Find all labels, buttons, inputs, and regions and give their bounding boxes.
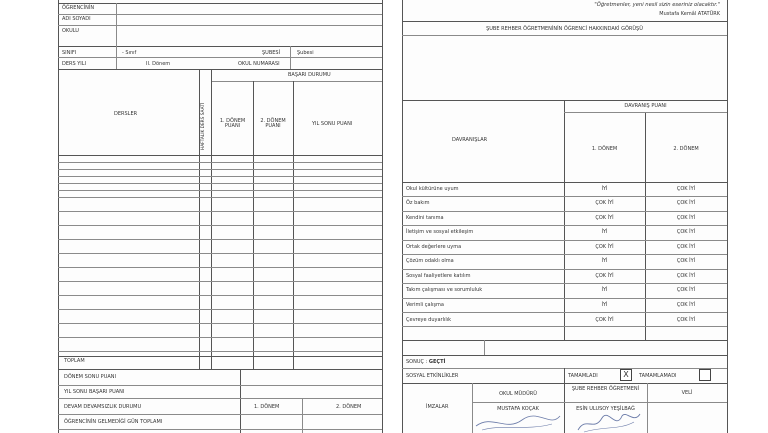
behaviour-term2-value: ÇOK İYİ: [676, 200, 696, 206]
behaviour-score-heading: DAVRANIŞ PUANI: [624, 103, 667, 109]
behaviour-term2-value: ÇOK İYİ: [676, 215, 696, 221]
name-label: ADI SOYADI: [62, 16, 91, 22]
guidance-teacher-name: ESİN ULUSOY YEŞİLBAĞ: [576, 406, 635, 412]
behaviour-label: Okul kültürüne uyum: [406, 186, 459, 192]
quote-author: Mustafa Kemâl ATATÜRK: [659, 11, 720, 17]
attendance-term2: 2. DÖNEM: [336, 404, 362, 410]
behaviour-term1-value: İYİ: [601, 229, 608, 235]
right-page: [402, 0, 728, 433]
completed-label: TAMAMLADI: [568, 373, 598, 379]
branch-label: ŞUBESİ: [262, 50, 281, 56]
student-section-label: ÖĞRENCİNİN: [62, 5, 95, 11]
behaviour-label: Çevreye duyarlılık: [406, 317, 452, 323]
behaviour-label: Kendini tanıma: [406, 215, 444, 221]
courses-header: DERSLER: [114, 111, 138, 117]
term-value: II. Dönem: [146, 61, 171, 67]
term-end-score-label: DÖNEM SONU PUANI: [64, 374, 116, 380]
behaviour-term2-value: ÇOK İYİ: [676, 287, 696, 293]
year-end-success-label: YIL SONU BAŞARI PUANI: [64, 389, 125, 395]
not-completed-label: TAMAMLAMADI: [639, 373, 677, 379]
social-activities-label: SOSYAL ETKİNLİKLER: [406, 373, 459, 379]
behaviour-term1-header: 1. DÖNEM: [591, 146, 618, 152]
behaviour-label: Çözüm odaklı olma: [406, 258, 454, 264]
teacher-opinion-heading: ŞUBE REHBER ÖĞRETMENİNİN ÖĞRENCİ HAKKINDAKİ GÖRÜŞÜ: [486, 26, 643, 32]
class-label: SINIFI: [62, 50, 77, 56]
behaviour-term2-value: ÇOK İYİ: [676, 258, 696, 264]
total-label: TOPLAM: [64, 358, 85, 364]
school-year-label: DERS YILI: [62, 61, 87, 67]
behaviour-label: Takım çalışması ve sorumluluk: [406, 287, 483, 293]
signatures-label: İMZALAR: [426, 404, 449, 410]
behaviour-term2-value: ÇOK İYİ: [676, 273, 696, 279]
ataturk-quote: "Öğretmenler, yeni nesil sizin eseriniz olacaktır.": [594, 2, 720, 8]
guidance-teacher-title: ŞUBE REHBER ÖĞRETMENİ: [571, 386, 640, 392]
behaviour-label: İletişim ve sosyal etkileşim: [406, 229, 474, 235]
parent-title: VELİ: [681, 390, 693, 396]
behaviour-term1-value: ÇOK İYİ: [595, 215, 614, 221]
behaviour-term2-value: ÇOK İYİ: [676, 244, 696, 250]
absent-days-label: ÖĞRENCİNİN GELMEDİĞİ GÜN TOPLAMI: [64, 419, 163, 425]
behaviour-label: Öz bakım: [406, 200, 430, 206]
behaviours-column-label: DAVRANIŞLAR: [452, 137, 488, 143]
behaviour-term2-value: ÇOK İYİ: [676, 317, 696, 323]
behaviour-term1-value: İYİ: [601, 186, 608, 192]
behaviour-term1-value: ÇOK İYİ: [595, 317, 614, 323]
behaviour-term1-value: ÇOK İYİ: [595, 244, 614, 250]
behaviour-term1-value: İYİ: [601, 287, 608, 293]
principal-title: OKUL MÜDÜRÜ: [499, 391, 537, 397]
behaviour-term1-value: İYİ: [601, 302, 608, 308]
behaviour-label: Verimli çalışma: [406, 302, 444, 308]
left-page: [58, 0, 383, 433]
result-label: SONUÇ : GEÇTİ: [406, 359, 446, 365]
behaviour-term1-value: ÇOK İYİ: [595, 273, 614, 279]
teacher-signature: [564, 410, 647, 433]
school-number-label: OKUL NUMARASI: [238, 61, 280, 67]
behaviour-term2-value: ÇOK İYİ: [676, 186, 696, 192]
weekly-hours-header: HAFTALIK DERS SAATİ: [201, 102, 206, 150]
school-label: OKULU: [62, 28, 79, 34]
behaviour-term2-header: 2. DÖNEM: [673, 146, 699, 152]
branch-value: Şubesi: [297, 50, 314, 56]
attendance-term1: 1. DÖNEM: [254, 404, 280, 410]
principal-signature: [472, 410, 564, 433]
term1-header: 1. DÖNEM PUANI: [219, 118, 246, 129]
success-status-heading: BAŞARI DURUMU: [288, 72, 331, 78]
attendance-label: DEVAM DEVAMSIZLIK DURUMU: [64, 404, 142, 410]
year-end-header: YIL SONU PUANI: [312, 121, 353, 127]
completed-checkbox[interactable]: X: [620, 369, 632, 381]
behaviour-label: Sosyal faaliyetlere katılım: [406, 273, 471, 279]
not-completed-checkbox[interactable]: [699, 369, 711, 381]
behaviour-term2-value: ÇOK İYİ: [676, 302, 696, 308]
term2-header: 2. DÖNEM PUANI: [260, 118, 286, 129]
behaviour-term1-value: İYİ: [601, 258, 608, 264]
behaviour-label: Ortak değerlere uyma: [406, 244, 462, 250]
behaviour-term2-value: ÇOK İYİ: [676, 229, 696, 235]
principal-name: MUSTAFA KOÇAK: [497, 406, 539, 412]
behaviour-term1-value: ÇOK İYİ: [595, 200, 614, 206]
class-value: - Sınıf: [122, 50, 137, 56]
result-value: GEÇTİ: [428, 359, 446, 365]
